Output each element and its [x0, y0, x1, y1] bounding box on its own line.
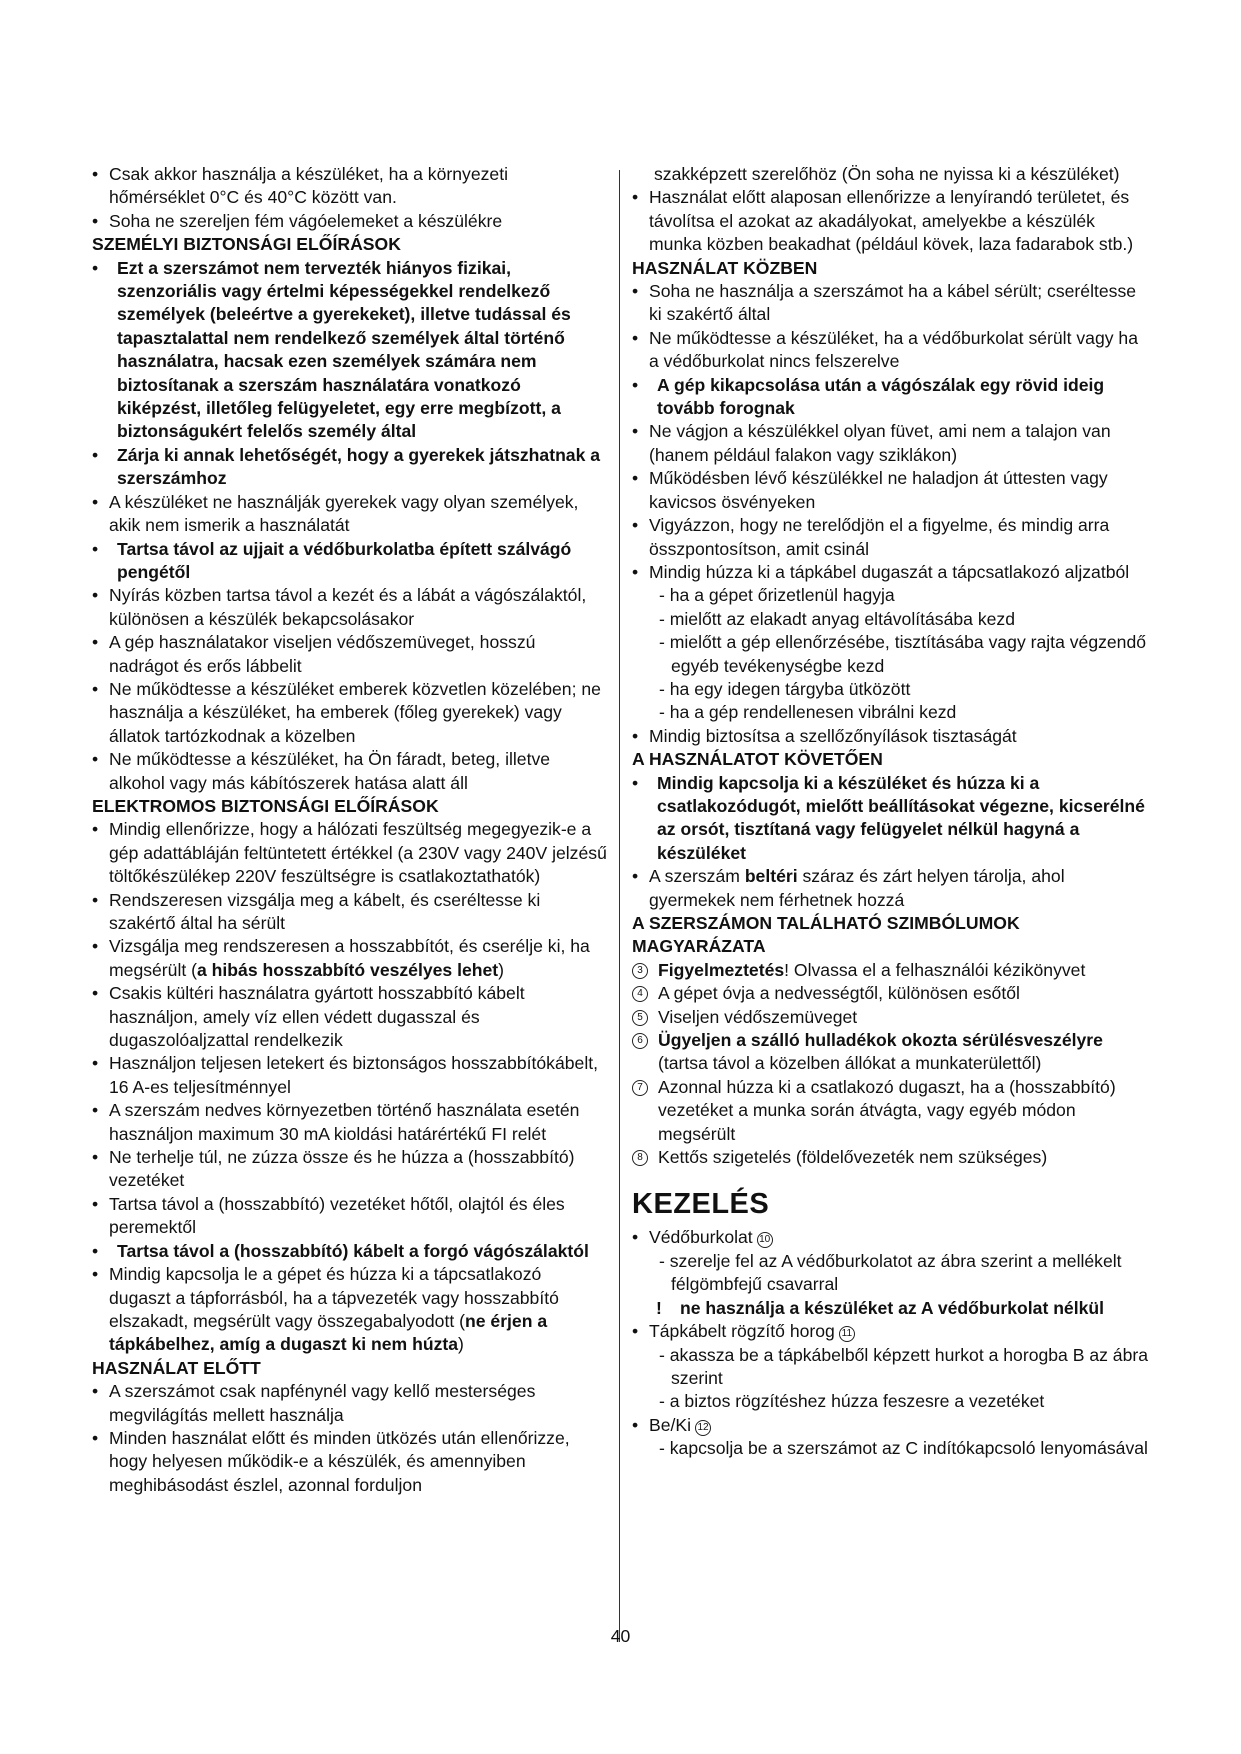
list-item-continued: szakképzett szerelőhöz (Ön soha ne nyissa ki a készüléket)	[654, 164, 1120, 184]
list-item: • A gép használatakor viseljen védőszemüveget, hosszú nadrágot és erős lábbelit	[92, 631, 607, 678]
list-item: • Tartsa távol a (hosszabbító) kábelt a forgó vágószálaktól	[92, 1240, 607, 1263]
text-run: Vizsgálja meg rendszeresen a hosszabbítót, és cserélje ki, ha megsérült (	[109, 936, 590, 980]
list-item: • Használat előtt alaposan ellenőrizze a lenyírandó területet, és távolítsa el azokat az akadályokat, amelyekbe a készülék munka közben beakadhat (például kövek, laza fadarabok stb.)	[632, 186, 1152, 256]
section-heading: ELEKTROMOS BIZTONSÁGI ELŐÍRÁSOK	[92, 795, 439, 816]
list-item: • A gép kikapcsolása után a vágószálak egy rövid ideig tovább forognak	[632, 374, 1152, 421]
list-item: • Nyírás közben tartsa távol a kezét és a lábát a vágószálaktól, különösen a készülék bekapcsolásakor	[92, 584, 607, 631]
sub-item: - mielőtt az elakadt anyag eltávolításába kezd	[659, 608, 1015, 629]
sub-item: - a biztos rögzítéshez húzza feszesre a vezetéket	[659, 1391, 1045, 1412]
sub-item: - mielőtt a gép ellenőrzésébe, tisztításába vagy rajta végzendő egyéb tevékenységbe kezd	[659, 632, 1147, 676]
circled-number: 10	[757, 1232, 773, 1248]
symbol-item	[632, 1076, 1152, 1146]
text-run: Mindig kapcsolja le a gépet és húzza ki a tápcsatlakozó dugaszt a tápforrásból, ha a tápvezeték vagy hosszabbító elszakadt, megsérült vagy összegabalyodott (	[109, 1264, 559, 1331]
text-run: )	[458, 1334, 464, 1355]
circled-number: 8	[632, 1150, 648, 1166]
text-run: )	[498, 959, 505, 980]
text-run: száraz és zárt helyen tárolja, ahol gyermekek nem férhetnek hozzá	[649, 866, 1065, 910]
right-column	[632, 163, 1152, 1461]
list-item: • Ne terhelje túl, ne zúzza össze és he húzza a (hosszabbító) vezetéket	[92, 1146, 607, 1193]
text-run: ! Olvassa el a felhasználói kézikönyvet	[784, 959, 1086, 980]
text-run-bold: Figyelmeztetés	[658, 959, 785, 980]
section-heading: A SZERSZÁMON TALÁLHATÓ SZIMBÓLUMOK MAGYARÁZATA	[632, 913, 1020, 957]
list-item: • Rendszeresen vizsgálja meg a kábelt, és cseréltesse ki szakértő által ha sérült	[92, 889, 607, 936]
list-item: • A szerszám nedves környezetben történő használata esetén használjon maximum 30 mA kioldási határértékű FI relét	[92, 1099, 607, 1146]
list-item: • Mindig húzza ki a tápkábel dugaszát a tápcsatlakozó aljzatból	[632, 561, 1152, 584]
text-run: A gépet óvja a nedvességtől, különösen esőtől	[658, 983, 1020, 1004]
list-item: • Mindig kapcsolja ki a készüléket és húzza ki a csatlakozódugót, mielőtt beállításokat végezne, kicserélné az orsót, tisztítaná vagy felügyelet nélkül hagyná a készüléket	[632, 772, 1152, 866]
list-item: • Ne működtesse a készüléket emberek közvetlen közelében; ne használja a készüléket, ha emberek (főleg gyerekek) vagy állatok tartózkodnak a közelben	[92, 678, 607, 748]
list-item	[632, 1320, 1152, 1343]
chapter-heading: KEZELÉS	[632, 1188, 770, 1221]
list-item: • Ne vágjon a készülékkel olyan füvet, ami nem a talajon van (hanem például falakon vagy sziklákon)	[632, 420, 1152, 467]
sub-item: - ha a gépet őrizetlenül hagyja	[659, 585, 895, 606]
list-item	[92, 935, 607, 982]
text-run: Tápkábelt rögzítő horog	[649, 1321, 835, 1342]
text-run-bold: beltéri	[744, 866, 798, 887]
left-column	[92, 163, 607, 1497]
circled-number: 5	[632, 1010, 648, 1026]
list-item: • Mindig biztosítsa a szellőzőnyílások tisztaságát	[632, 725, 1152, 748]
text-run: A szerszám	[649, 866, 745, 887]
list-item	[92, 1263, 607, 1357]
list-item: • Vigyázzon, hogy ne terelődjön el a figyelme, és mindig arra összpontosítson, amit csinál	[632, 514, 1152, 561]
list-item: • A készüléket ne használják gyerekek vagy olyan személyek, akik nem ismerik a használatát	[92, 491, 607, 538]
section-heading: SZEMÉLYI BIZTONSÁGI ELŐÍRÁSOK	[92, 234, 401, 255]
list-item: • Csakis kültéri használatra gyártott hosszabbító kábelt használjon, amely víz ellen védett dugasszal és dugaszolóaljzattal rendelkezik	[92, 982, 607, 1052]
list-item	[632, 1414, 1152, 1437]
list-item: • Minden használat előtt és minden ütközés után ellenőrizze, hogy helyesen működik-e a készülék, és amennyiben meghibásodást észlel, azonnal forduljon	[92, 1427, 607, 1497]
list-item: • Soha ne használja a szerszámot ha a kábel sérült; cseréltesse ki szakértő által	[632, 280, 1152, 327]
list-item: • Ezt a szerszámot nem tervezték hiányos fizikai, szenzoriális vagy értelmi képességekkel rendelkező személyek (beleértve a gyerekeket), illetve tudással és tapasztalattal nem rendelkező személyek által történő használatra, hacsak ezen személyek számára nem biztosítanak a szerszám használatára vonatkozó kiképzést, illetőleg felügyeletet, egy erre megbízott, a biztonságukért felelős személy által	[92, 257, 607, 444]
circled-number: 7	[632, 1080, 648, 1096]
column-divider	[619, 170, 620, 1642]
section-heading: HASZNÁLAT KÖZBEN	[632, 257, 818, 278]
page-number: 40	[610, 1626, 631, 1646]
list-item: • Működésben lévő készülékkel ne haladjon át úttesten vagy kavicsos ösvényeken	[632, 467, 1152, 514]
circled-number: 4	[632, 986, 648, 1002]
circled-number: 3	[632, 963, 648, 979]
section-heading: HASZNÁLAT ELŐTT	[92, 1357, 261, 1378]
list-item: • Soha ne szereljen fém vágóelemeket a készülékre	[92, 210, 607, 233]
symbol-item	[632, 1006, 1152, 1029]
text-run: Azonnal húzza ki a csatlakozó dugaszt, ha a (hosszabbító) vezetéket a munka során átvágta, vagy egyéb módon megsérült	[658, 1076, 1116, 1144]
text-run-bold: a hibás hosszabbító veszélyes lehet	[197, 959, 499, 980]
symbol-item	[632, 1029, 1152, 1076]
list-item: • Mindig ellenőrizze, hogy a hálózati feszültség megegyezik-e a gép adattábláján feltüntetett értékkel (a 230V vagy 240V jelzésű töltőkészülékep 220V feszültségre is csatlakoztathatók)	[92, 818, 607, 888]
text-run-bold: Ügyeljen a szálló hulladékok okozta sérülésveszélyre	[658, 1030, 1103, 1051]
sub-item: - ha egy idegen tárgyba ütközött	[659, 678, 911, 699]
section-heading: A HASZNÁLATOT KÖVETŐEN	[632, 749, 883, 770]
text-run: Viseljen védőszemüveget	[658, 1006, 858, 1027]
circled-number: 12	[695, 1420, 711, 1436]
text-run: Kettős szigetelés (földelővezeték nem szükséges)	[658, 1147, 1048, 1168]
list-item: • Használjon teljesen letekert és biztonságos hosszabbítókábelt, 16 A-es teljesítménnyel	[92, 1052, 607, 1099]
circled-number: 6	[632, 1033, 648, 1049]
list-item	[632, 1226, 1152, 1249]
text-run: (tartsa távol a közelben állókat a munkaterülettől)	[658, 1053, 1042, 1074]
list-item	[632, 865, 1152, 912]
sub-item: - szerelje fel az A védőburkolatot az ábra szerint a mellékelt félgömbfejű csavarral	[659, 1250, 1122, 1295]
list-item: • A szerszámot csak napfénynél vagy kellő mesterséges megvilágítás mellett használja	[92, 1380, 607, 1427]
symbol-item	[632, 1146, 1152, 1169]
sub-item: - kapcsolja be a szerszámot az C indítókapcsoló lenyomásával	[659, 1438, 1148, 1459]
text-run-bold: ne érjen a tápkábelhez, amíg a dugaszt ki nem húzta	[109, 1310, 548, 1355]
circled-number: 11	[839, 1326, 855, 1342]
list-item: • Ne működtesse a készüléket, ha Ön fáradt, beteg, illetve alkohol vagy más kábítószerek hatása alatt áll	[92, 748, 607, 795]
sub-item: - ha a gép rendellenesen vibrálni kezd	[659, 702, 957, 723]
warning-item: ! ne használja a készüléket az A védőburkolat nélkül	[632, 1297, 1152, 1320]
symbol-item	[632, 982, 1152, 1005]
text-run: Védőburkolat	[649, 1227, 753, 1248]
list-item: • Ne működtesse a készüléket, ha a védőburkolat sérült vagy ha a védőburkolat nincs felszerelve	[632, 327, 1152, 374]
symbol-item	[632, 959, 1152, 982]
list-item: • Tartsa távol az ujjait a védőburkolatba épített szálvágó pengétől	[92, 538, 607, 585]
sub-item: - akassza be a tápkábelből képzett hurkot a horogba B az ábra szerint	[659, 1344, 1149, 1388]
list-item: • Csak akkor használja a készüléket, ha a környezeti hőmérséklet 0°C és 40°C között van.	[92, 163, 607, 210]
list-item: • Zárja ki annak lehetőségét, hogy a gyerekek játszhatnak a szerszámhoz	[92, 444, 607, 491]
list-item: • Tartsa távol a (hosszabbító) vezetéket hőtől, olajtól és éles peremektől	[92, 1193, 607, 1240]
text-run: Be/Ki	[649, 1414, 692, 1435]
